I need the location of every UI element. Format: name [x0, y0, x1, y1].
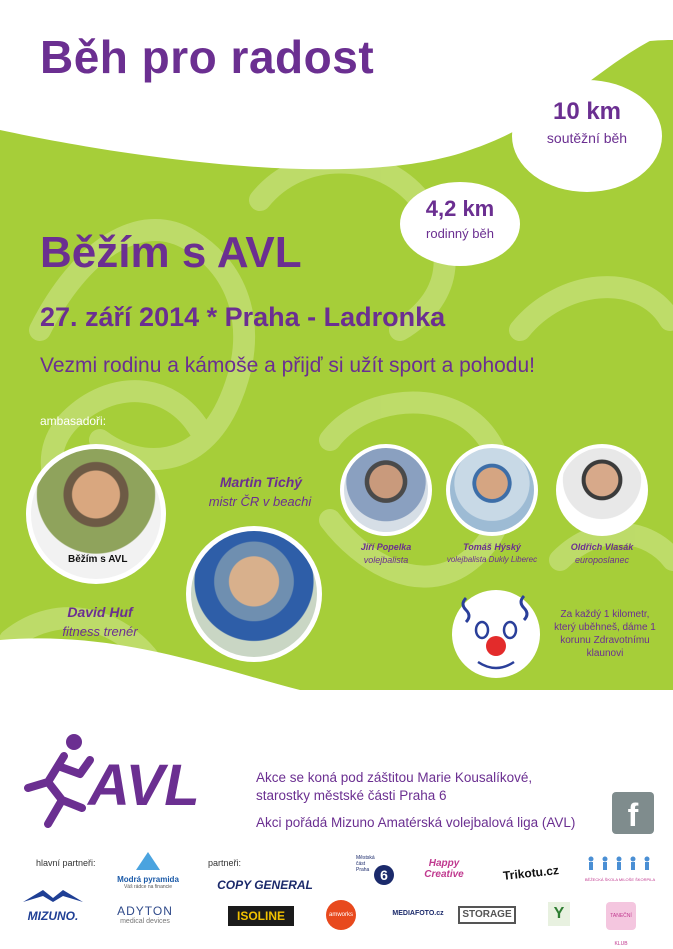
- pyramid-icon: [136, 852, 160, 870]
- adyton-name: ADYTON: [117, 904, 173, 918]
- race-4km-badge: [400, 182, 520, 266]
- adyton-logo: [104, 904, 186, 925]
- facebook-icon[interactable]: f: [612, 792, 654, 834]
- praha6-number: 6: [374, 865, 394, 885]
- ambassador-role: fitness trenér: [62, 624, 138, 639]
- storage-logo: STORAGE: [458, 906, 516, 924]
- ambassador-name: David Huf: [67, 604, 133, 620]
- copy-general-logo: COPY GENERAL: [217, 878, 313, 892]
- patronage-line-2: starostky městské části Praha 6: [256, 788, 447, 803]
- race-10km-distance: 10 km: [552, 98, 622, 125]
- ambassador-role: volejbalista Dukly Liberec: [446, 555, 538, 564]
- organizer-line: Akci pořádá Mizuno Amatérská volejbalová liga (AVL): [256, 815, 576, 830]
- mediafoto-logo: MEDIAFOTO.cz: [392, 910, 444, 917]
- avatar-jiri-popelka: [340, 444, 432, 536]
- date-place: 27. září 2014 * Praha - Ladronka: [40, 302, 446, 332]
- event-title: Běh pro radost: [40, 31, 375, 83]
- runners-icon: [585, 856, 655, 872]
- ambassador-name: Oldřich Vlasák: [570, 542, 634, 552]
- ambassadors-label: ambasadoři:: [40, 414, 107, 428]
- slogan: Vezmi rodinu a kámoše a přijď si užít sport a pohodu!: [40, 354, 535, 377]
- ambassador-name: Tomáš Hýský: [463, 542, 521, 552]
- ambassador-name: Martin Tichý: [219, 474, 303, 490]
- modra-pyramida-logo: [108, 852, 188, 890]
- avatar-tomas-hysky: [446, 444, 538, 536]
- ambassador-role: mistr ČR v beachi: [208, 494, 312, 509]
- trikotu-logo: Trikotu.cz: [502, 863, 560, 883]
- amworks-logo: amworks: [326, 900, 356, 930]
- modra-pyramida-sub: Váš rádce na financie: [123, 884, 173, 890]
- dance-club-logo: TANEČNÍ KLUB: [606, 902, 636, 930]
- isoline-logo: ISOLINE: [228, 906, 294, 926]
- running-school-logo: [582, 856, 658, 882]
- avatar-david-huf: [26, 444, 166, 584]
- main-partners-label: hlavní partneři:: [36, 858, 96, 868]
- partners-label: partneři:: [208, 858, 242, 868]
- avatar-oldrich-vlasak: [556, 444, 648, 536]
- ambassador-role: volejbalista: [363, 555, 409, 565]
- headline: Běžím s AVL: [40, 228, 302, 277]
- ambassador-role: europoslanec: [574, 555, 630, 565]
- yes-logo: Y: [548, 902, 570, 926]
- race-10km-label: soutěžní běh: [546, 130, 628, 146]
- race-4km-label: rodinný běh: [426, 226, 494, 241]
- ambassador-name: Jiří Popelka: [360, 542, 412, 552]
- race-10km-badge: [512, 80, 662, 192]
- race-4km-distance: 4,2 km: [425, 196, 495, 221]
- praha6-logo: [356, 855, 396, 883]
- footer-curve: [0, 630, 673, 710]
- praha6-text: Městská část Praha: [356, 855, 375, 873]
- mizuno-runbird-icon: [23, 888, 83, 904]
- clown-text: Za každý 1 kilometr, který uběhneš, dáme 1 korunu Zdravotnímu klaunovi: [554, 609, 656, 659]
- avl-logo-text: AVL: [88, 753, 200, 818]
- happy-creative-logo: Happy Creative: [424, 858, 464, 880]
- mizuno-name: MIZUNO.: [27, 909, 79, 923]
- adyton-sub: medical devices: [120, 918, 170, 925]
- patronage-line-1: Akce se koná pod záštitou Marie Kousalíkové,: [256, 770, 533, 785]
- modra-pyramida-name: Modrá pyramida: [117, 875, 179, 884]
- mizuno-logo: [14, 888, 92, 923]
- shirt-text: Běžím s AVL: [68, 554, 128, 565]
- running-school-name: BĚŽECKÁ ŠKOLA MILOŠE ŠKORPILA: [584, 877, 656, 882]
